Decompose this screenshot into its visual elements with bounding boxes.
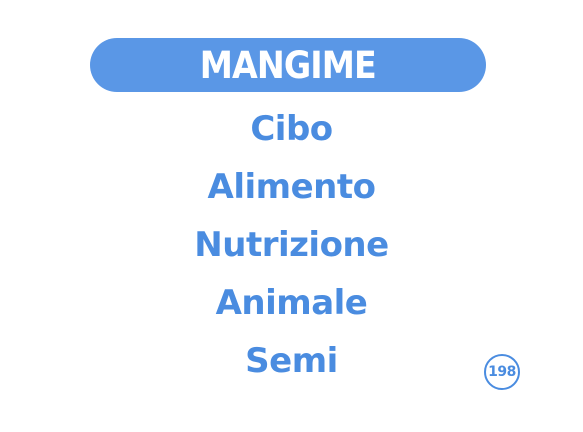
forbidden-word: Semi bbox=[245, 341, 338, 381]
card-title: MANGIME bbox=[199, 43, 377, 87]
forbidden-word: Cibo bbox=[250, 109, 333, 149]
forbidden-word: Nutrizione bbox=[194, 225, 389, 265]
forbidden-word: Animale bbox=[215, 283, 368, 323]
card-title-banner bbox=[90, 38, 486, 92]
forbidden-word: Alimento bbox=[207, 167, 376, 207]
card-number-badge: 198 bbox=[484, 354, 520, 390]
forbidden-word-list bbox=[0, 100, 583, 390]
